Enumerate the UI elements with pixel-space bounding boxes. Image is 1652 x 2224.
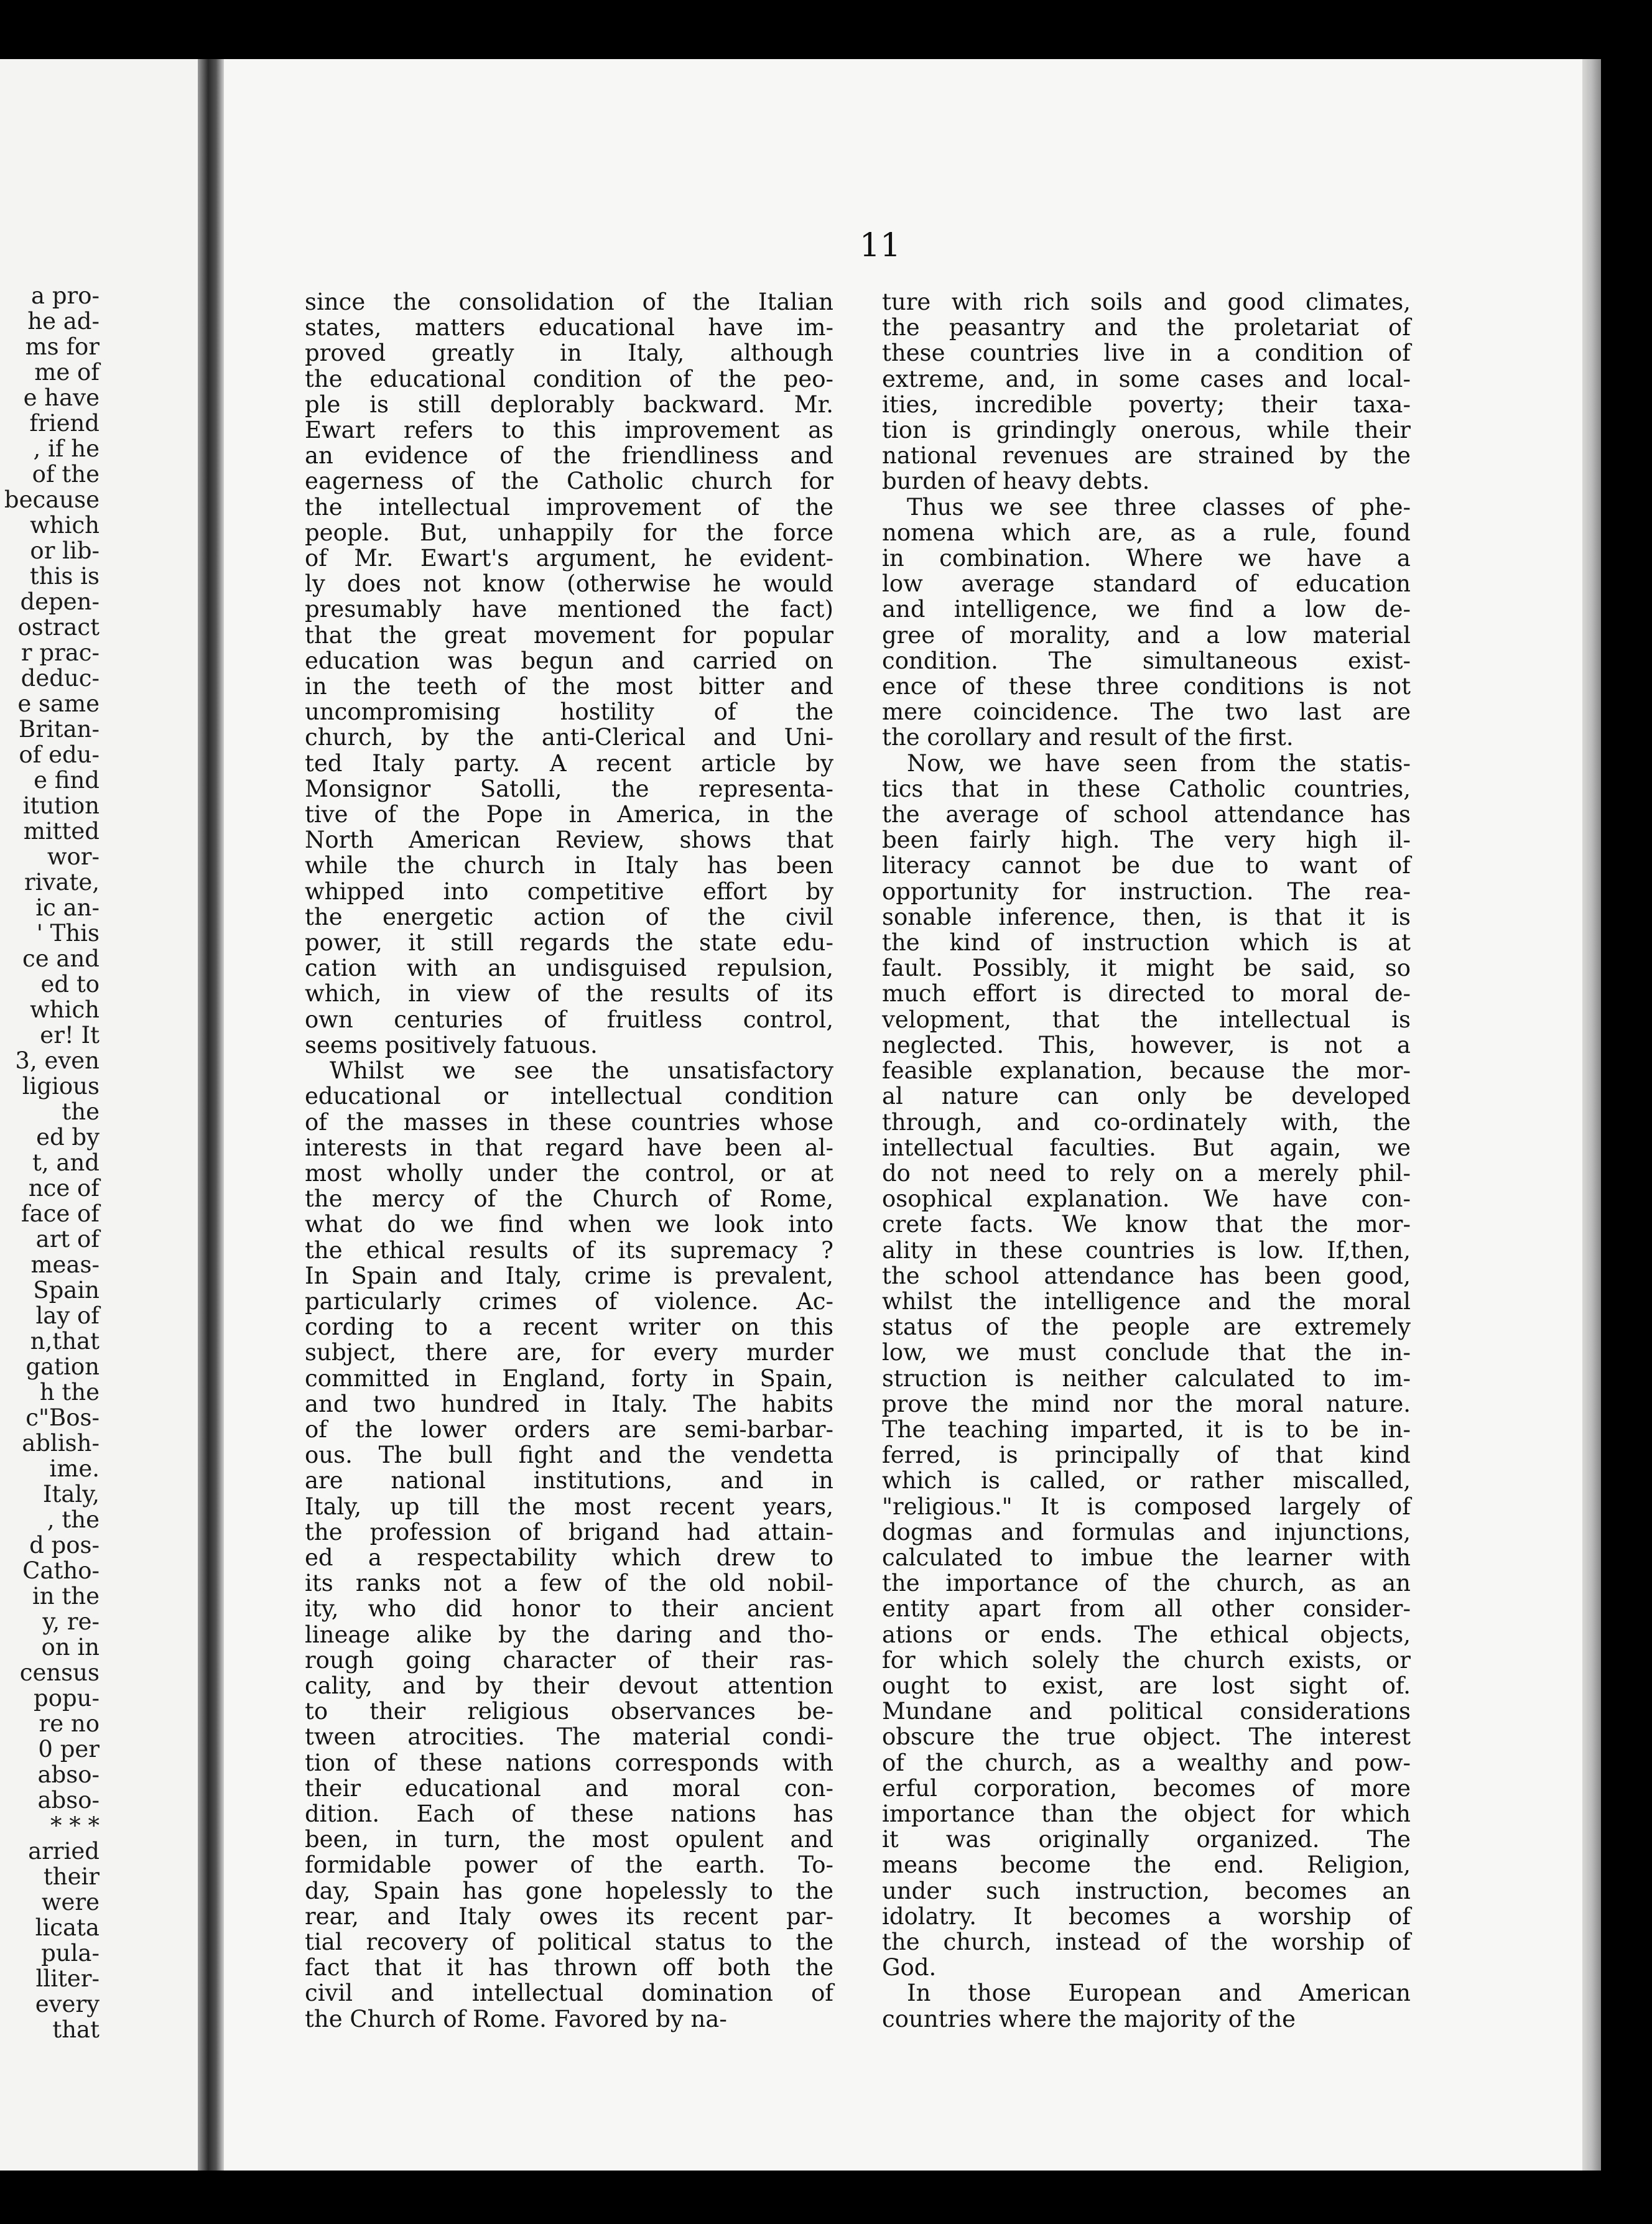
text-line: Now, we have seen from the statis-: [907, 749, 1411, 777]
text-line: y, re-: [42, 1608, 100, 1635]
text-line: of edu-: [19, 741, 100, 768]
text-line: of Mr. Ewart's argument, he evident-: [305, 545, 833, 572]
text-line: uncompromising hostility of the: [305, 698, 833, 726]
text-line: ence of these three conditions is not: [882, 673, 1411, 700]
text-line: c"Bos-: [26, 1404, 100, 1431]
text-line: mere coincidence. The two last are: [882, 698, 1411, 726]
text-line: the average of school attendance has: [882, 801, 1411, 828]
text-line: power, it still regards the state edu-: [305, 929, 833, 957]
text-line: depen-: [20, 588, 100, 615]
text-line: tion of these nations corresponds with: [305, 1749, 833, 1776]
text-line: for which solely the church exists, or: [882, 1646, 1411, 1674]
text-line: Ewart refers to this improvement as: [305, 417, 833, 444]
text-line: velopment, that the intellectual is: [882, 1006, 1411, 1033]
text-line: art of: [35, 1226, 100, 1253]
text-line: which: [30, 996, 100, 1023]
text-line: which is called, or rather miscalled,: [882, 1467, 1411, 1494]
text-line: e same: [17, 690, 100, 717]
text-line: 0 per: [38, 1736, 100, 1763]
text-line: ations or ends. The ethical objects,: [882, 1621, 1411, 1648]
text-line: ime.: [49, 1455, 100, 1482]
text-line: opportunity for instruction. The rea-: [882, 878, 1411, 905]
text-line: wor-: [47, 843, 100, 870]
text-line: Italy,: [42, 1481, 100, 1508]
text-line: ought to exist, are lost sight of.: [882, 1672, 1411, 1699]
text-line: ted Italy party. A recent article by: [305, 749, 833, 777]
page-number: 11: [859, 227, 901, 264]
text-line: in combination. Where we have a: [882, 545, 1411, 572]
text-line: or lib-: [30, 537, 100, 564]
text-line: of the masses in these countries whose: [305, 1108, 833, 1136]
text-line: rough going character of their ras-: [305, 1646, 833, 1674]
text-line: were: [41, 1889, 100, 1916]
text-line: Catho-: [22, 1557, 100, 1584]
text-line: importance than the object for which: [882, 1800, 1411, 1827]
text-line: neglected. This, however, is not a: [882, 1031, 1411, 1059]
text-line: Whilst we see the unsatisfactory: [330, 1057, 833, 1085]
text-line: the importance of the church, as an: [882, 1570, 1411, 1597]
text-line: ed by: [36, 1124, 100, 1151]
text-line: the kind of instruction which is at: [882, 929, 1411, 957]
text-line: sonable inference, then, is that it is: [882, 903, 1411, 930]
text-line: that: [52, 2016, 100, 2043]
text-line: the intellectual improvement of the: [305, 493, 833, 521]
text-line: tween atrocities. The material condi-: [305, 1723, 833, 1751]
text-line: most wholly under the control, or at: [305, 1159, 833, 1187]
text-line: low, we must conclude that the in-: [882, 1339, 1411, 1366]
text-line: ' This: [36, 920, 100, 947]
left-page: [0, 59, 198, 2171]
text-line: mitted: [23, 818, 100, 845]
text-line: committed in England, forty in Spain,: [305, 1365, 833, 1392]
text-line: since the consolidation of the Italian: [305, 289, 833, 315]
text-line: tics that in these Catholic countries,: [882, 775, 1411, 802]
text-line: the educational condition of the peo-: [305, 365, 833, 392]
text-line: these countries live in a condition of: [882, 340, 1411, 367]
text-line: people. But, unhappily for the force: [305, 519, 833, 546]
text-line: meas-: [30, 1251, 100, 1278]
text-line: because: [4, 486, 100, 513]
text-line: * * *: [50, 1812, 100, 1839]
text-line: erful corporation, becomes of more: [882, 1774, 1411, 1802]
text-line: friend: [29, 410, 100, 437]
text-line: cording to a recent writer on this: [305, 1314, 833, 1341]
text-line: church, by the anti-Clerical and Uni-: [305, 724, 833, 751]
text-line: through, and co-ordinately with, the: [882, 1108, 1411, 1136]
text-line: their educational and moral con-: [305, 1774, 833, 1802]
text-line: feasible explanation, because the mor-: [882, 1057, 1411, 1085]
text-line: entity apart from all other consider-: [882, 1595, 1411, 1623]
text-line: osophical explanation. We have con-: [882, 1185, 1411, 1213]
text-line: ic an-: [35, 894, 100, 921]
text-line: arried: [28, 1838, 100, 1865]
text-line: extreme, and, in some cases and local-: [882, 365, 1411, 392]
text-line: fault. Possibly, it might be said, so: [882, 955, 1411, 982]
text-line: the energetic action of the civil: [305, 903, 833, 930]
text-line: and intelligence, we find a low de-: [882, 596, 1411, 623]
text-line: ly does not know (otherwise he would: [305, 570, 833, 598]
text-line: struction is neither calculated to im-: [882, 1365, 1411, 1392]
text-line: the: [62, 1098, 100, 1125]
text-line: of the church, as a wealthy and pow-: [882, 1749, 1411, 1776]
text-line: obscure the true object. The interest: [882, 1723, 1411, 1751]
text-line: in the teeth of the most bitter and: [305, 673, 833, 700]
text-line: the school attendance has been good,: [882, 1262, 1411, 1289]
text-line: under such instruction, becomes an: [882, 1877, 1411, 1904]
text-line: whilst the intelligence and the moral: [882, 1287, 1411, 1315]
text-line: do not need to rely on a merely phil-: [882, 1159, 1411, 1187]
text-line: on in: [41, 1634, 100, 1661]
text-line: formidable power of the earth. To-: [305, 1851, 833, 1879]
text-line: abso-: [37, 1761, 100, 1788]
text-line: educational or intellectual condition: [305, 1083, 833, 1110]
text-line: North American Review, shows that: [305, 827, 833, 854]
text-line: n,that: [30, 1328, 100, 1355]
text-line: tial recovery of political status to the: [305, 1929, 833, 1955]
text-line: e find: [34, 767, 100, 794]
text-line: re no: [39, 1710, 100, 1737]
text-line: ous. The bull fight and the vendetta: [305, 1442, 833, 1469]
text-line: of the: [32, 461, 100, 488]
text-line: nce of: [28, 1175, 100, 1202]
text-line: which: [30, 512, 100, 539]
text-line: licata: [35, 1914, 100, 1941]
text-line: crete facts. We know that the mor-: [882, 1211, 1411, 1238]
text-column-left: [305, 289, 833, 2032]
text-line: fact that it has thrown off both the: [305, 1954, 833, 1981]
text-line: tion is grindingly onerous, while their: [882, 417, 1411, 444]
text-line: which, in view of the results of its: [305, 980, 833, 1008]
text-line: itution: [22, 792, 100, 819]
text-line: lliter-: [35, 1965, 100, 1992]
text-line: ablish-: [22, 1430, 100, 1457]
text-line: pula-: [41, 1940, 100, 1967]
text-line: Italy, up till the most recent years,: [305, 1493, 833, 1520]
text-line: ality in these countries is low. If,then,: [882, 1236, 1411, 1264]
text-line: lay of: [35, 1302, 100, 1329]
text-line: rivate,: [24, 869, 100, 896]
text-line: calculated to imbue the learner with: [882, 1544, 1411, 1571]
text-line: seems positively fatuous.: [305, 1031, 598, 1059]
text-line: er! It: [40, 1022, 100, 1049]
text-line: 3, even: [15, 1047, 100, 1074]
text-line: particularly crimes of violence. Ac-: [305, 1287, 833, 1315]
text-line: low average standard of education: [882, 570, 1411, 598]
text-line: presumably have mentioned the fact): [305, 596, 833, 623]
text-line: ture with rich soils and good climates,: [882, 289, 1411, 315]
text-line: the corollary and result of the first.: [882, 724, 1294, 751]
text-line: this is: [29, 563, 100, 590]
text-line: gree of morality, and a low material: [882, 621, 1411, 649]
text-line: prove the mind nor the moral nature.: [882, 1390, 1411, 1417]
text-line: countries where the majority of the: [882, 2005, 1296, 2032]
text-line: popu-: [34, 1685, 100, 1712]
text-line: the Church of Rome. Favored by na-: [305, 2005, 727, 2032]
text-line: ed a respectability which drew to: [305, 1544, 833, 1571]
text-line: literacy cannot be due to want of: [882, 852, 1411, 879]
text-line: al nature can only be developed: [882, 1083, 1411, 1110]
text-line: Britan-: [19, 716, 100, 743]
text-line: census: [19, 1659, 100, 1686]
text-line: dogmas and formulas and injunctions,: [882, 1518, 1411, 1545]
text-line: h the: [39, 1379, 100, 1406]
text-line: what do we find when we look into: [305, 1211, 833, 1238]
text-line: are national institutions, and in: [305, 1467, 833, 1494]
text-line: proved greatly in Italy, although: [305, 340, 833, 367]
text-line: idolatry. It becomes a worship of: [882, 1902, 1411, 1930]
text-line: the ethical results of its supremacy ?: [305, 1236, 833, 1264]
text-line: been, in turn, the most opulent and: [305, 1826, 833, 1853]
text-line: the mercy of the Church of Rome,: [305, 1185, 833, 1213]
text-line: ms for: [25, 333, 100, 360]
text-line: Spain: [33, 1277, 100, 1304]
page-edge: [1582, 59, 1601, 2171]
text-line: deduc-: [21, 665, 100, 692]
text-line: e have: [23, 384, 100, 411]
text-line: been fairly high. The very high il-: [882, 827, 1411, 854]
text-line: an evidence of the friendliness and: [305, 442, 833, 470]
text-line: ple is still deplorably backward. Mr.: [305, 391, 833, 418]
book-gutter: [198, 59, 224, 2171]
text-column-right: [882, 289, 1411, 2032]
text-line: means become the end. Religion,: [882, 1851, 1411, 1879]
text-line: In Spain and Italy, crime is prevalent,: [305, 1262, 833, 1289]
text-line: in the: [32, 1583, 100, 1610]
text-line: cality, and by their devout attention: [305, 1672, 833, 1699]
text-line: states, matters educational have im-: [305, 314, 833, 341]
text-line: subject, there are, for every murder: [305, 1339, 833, 1366]
text-line: day, Spain has gone hopelessly to the: [305, 1877, 833, 1904]
text-line: In those European and American: [907, 1980, 1411, 2007]
text-line: gation: [26, 1353, 100, 1380]
text-line: that the great movement for popular: [305, 621, 833, 649]
text-line: of the lower orders are semi-barbar-: [305, 1415, 833, 1443]
text-line: he ad-: [27, 308, 100, 335]
text-line: Thus we see three classes of phe-: [907, 493, 1411, 521]
text-line: cation with an undisguised repulsion,: [305, 955, 833, 982]
text-line: condition. The simultaneous exist-: [882, 647, 1411, 674]
text-line: their: [43, 1863, 100, 1890]
text-line: ities, incredible poverty; their taxa-: [882, 391, 1411, 418]
text-line: face of: [21, 1200, 100, 1227]
text-line: r prac-: [21, 639, 100, 666]
text-line: ostract: [17, 614, 100, 641]
text-line: tive of the Pope in America, in the: [305, 801, 833, 828]
text-line: the peasantry and the proletariat of: [882, 314, 1411, 341]
text-line: ed to: [40, 971, 100, 998]
text-line: it was originally organized. The: [882, 1826, 1411, 1853]
text-line: own centuries of fruitless control,: [305, 1006, 833, 1033]
text-line: God.: [882, 1954, 937, 1981]
text-line: burden of heavy debts.: [882, 468, 1150, 495]
text-line: intellectual faculties. But again, we: [882, 1134, 1411, 1161]
text-line: , if he: [33, 435, 100, 462]
text-line: "religious." It is composed largely of: [882, 1493, 1411, 1520]
text-line: its ranks not a few of the old nobil-: [305, 1570, 833, 1597]
text-line: to their religious observances be-: [305, 1698, 833, 1725]
text-line: dition. Each of these nations has: [305, 1800, 833, 1827]
text-line: ce and: [22, 945, 100, 972]
text-line: The teaching imparted, it is to be in-: [882, 1415, 1411, 1443]
text-line: abso-: [37, 1787, 100, 1814]
left-page-text-fragment: [0, 283, 100, 2042]
text-line: ligious: [22, 1073, 100, 1100]
text-line: civil and intellectual domination of: [305, 1980, 833, 2007]
text-line: ity, who did honor to their ancient: [305, 1595, 833, 1623]
text-line: t, and: [32, 1149, 100, 1176]
text-line: d pos-: [29, 1532, 100, 1559]
text-line: rear, and Italy owes its recent par-: [305, 1902, 833, 1930]
text-line: ferred, is principally of that kind: [882, 1442, 1411, 1469]
text-line: national revenues are strained by the: [882, 442, 1411, 470]
text-line: every: [35, 1991, 100, 2018]
text-line: , the: [47, 1506, 100, 1533]
text-line: the church, instead of the worship of: [882, 1929, 1411, 1955]
text-line: me of: [34, 359, 100, 386]
text-line: much effort is directed to moral de-: [882, 980, 1411, 1008]
text-line: status of the people are extremely: [882, 1314, 1411, 1341]
text-line: eagerness of the Catholic church for: [305, 468, 833, 495]
text-line: Monsignor Satolli, the representa-: [305, 775, 833, 802]
text-line: whipped into competitive effort by: [305, 878, 833, 905]
text-line: and two hundred in Italy. The habits: [305, 1390, 833, 1417]
text-line: the profession of brigand had attain-: [305, 1518, 833, 1545]
text-line: while the church in Italy has been: [305, 852, 833, 879]
text-line: Mundane and political considerations: [882, 1698, 1411, 1725]
text-line: interests in that regard have been al-: [305, 1134, 833, 1161]
text-line: nomena which are, as a rule, found: [882, 519, 1411, 546]
text-line: education was begun and carried on: [305, 647, 833, 674]
text-line: lineage alike by the daring and tho-: [305, 1621, 833, 1648]
right-page: [224, 59, 1582, 2171]
text-line: a pro-: [31, 282, 100, 309]
